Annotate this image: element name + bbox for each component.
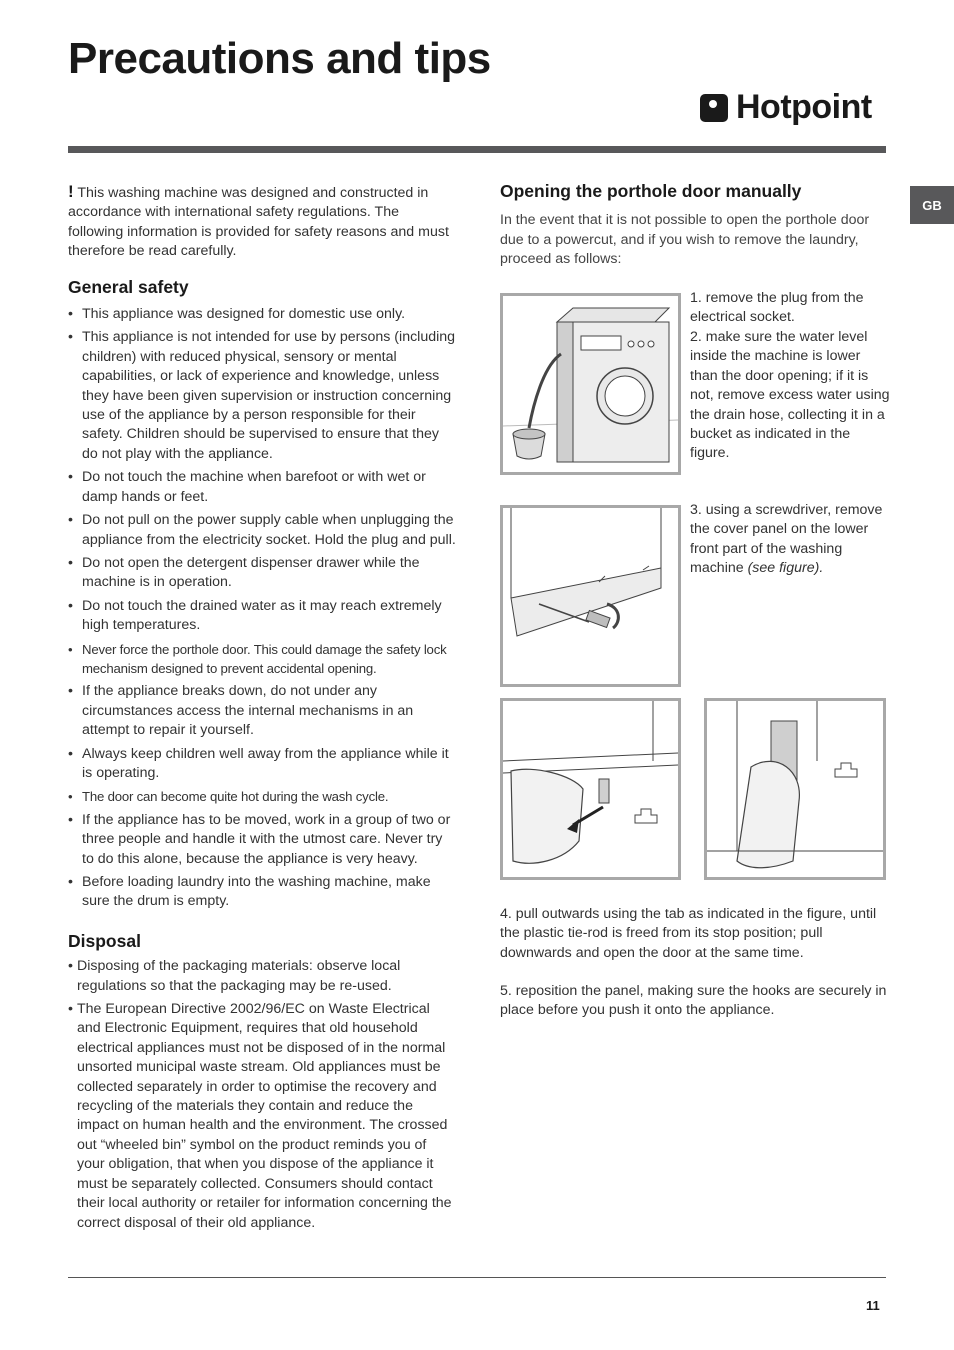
list-item: • This appliance was designed for domestic use only. [68, 305, 456, 324]
list-item: • Always keep children well away from the appliance while it is operating. [68, 745, 456, 784]
step-4: 4. pull outwards using the tab as indicated in the figure, until the plastic tie-rod is freed from its stop position; pull downwards and open the door at the same time. [500, 906, 877, 961]
list-item: • Do not touch the drained water as it may reach extremely high temperatures. [68, 597, 456, 636]
list-item: • Disposing of the packaging materials: observe local regulations so that the packaging may be re-used. [68, 957, 456, 996]
list-item: • If the appliance breaks down, do not under any circumstances access the internal mechanisms in an attempt to repair it yourself. [68, 682, 456, 740]
figure-tab-closeup [704, 698, 886, 880]
figure-remove-panel [500, 505, 681, 687]
page-title: Precautions and tips [68, 34, 491, 83]
list-item: • Do not touch the machine when barefoot or with wet or damp hands or feet. [68, 468, 456, 507]
brand-name: Hotpoint [736, 88, 872, 126]
list-item: • The European Directive 2002/96/EC on Waste Electrical and Electronic Equipment, requires that old household electrical appliances must not be disposed of in the normal unsorted municipal waste stream. Old appliances must be collected separately in order to optimise the recovery and recycling of the materials they contain and reduce the impact on human health and the environment. The crossed out “wheeled bin” symbol on the product reminds you of your obligation, that when you dispose of the appliance it must be separately collected. Consumers should contact their local authority or retailer for information concerning the correct disposal of their old appliance. [68, 1000, 456, 1233]
porthole-heading: Opening the porthole door manually [500, 181, 802, 201]
disposal-list [68, 957, 456, 1233]
list-item: • Do not pull on the power supply cable when unplugging the appliance from the electricity socket. Hold the plug and pull. [68, 511, 456, 550]
list-item: • If the appliance has to be moved, work in a group of two or three people and handle it with the utmost care. Never try to do this alone, because the appliance is very heavy. [68, 811, 456, 869]
list-item: • This appliance is not intended for use by persons (including children) with reduced physical, sensory or mental capabilities, or lack of experience and knowledge, unless they have been given supervision or instruction concerning use of the appliance by a person responsible for their safety. Children should be supervised to ensure that they do not play with the appliance. [68, 328, 456, 464]
step-3: 3. using a screwdriver, remove the cover panel on the lower front part of the washing machine (see figure). [690, 502, 883, 577]
step-2: 2. make sure the water level inside the machine is lower than the door opening; if it is not, remove excess water using the drain hose, collecting it in a bucket as indicated in the figure. [690, 329, 890, 462]
screwdriver-panel-illustration [503, 508, 678, 684]
right-column [500, 182, 890, 270]
list-item: • Before loading laundry into the washing machine, make sure the drum is empty. [68, 873, 456, 912]
logo-mark-icon [700, 94, 728, 122]
intro-text: This washing machine was designed and constructed in accordance with international safety regulations. The following information is provided for safety reasons and must therefore be read carefully. [68, 185, 449, 260]
disposal-heading: Disposal [68, 930, 141, 951]
page-number: 11 [866, 1298, 880, 1313]
porthole-intro: In the event that it is not possible to open the porthole door due to a powercut, and if you wish to remove the laundry, proceed as follows: [500, 212, 870, 268]
brand-logo [700, 88, 872, 127]
washing-machine-drain-illustration [503, 296, 678, 472]
header-rule [68, 146, 886, 153]
footer-rule [68, 1277, 886, 1278]
general-safety-list [68, 305, 456, 912]
intro-paragraph [68, 182, 456, 262]
step-5: 5. reposition the panel, making sure the hooks are securely in place before you push it onto the appliance. [500, 983, 887, 1019]
list-item: • Never force the porthole door. This could damage the safety lock mechanism designed to prevent accidental opening. [68, 640, 456, 679]
step-1: 1. remove the plug from the electrical socket. [690, 290, 864, 326]
see-figure-note: (see figure). [747, 560, 824, 577]
hand-pull-tab-illustration [503, 701, 678, 877]
figure-pull-tab [500, 698, 681, 880]
list-item: • Do not open the detergent dispenser drawer while the machine is in operation. [68, 554, 456, 593]
general-safety-heading: General safety [68, 276, 189, 297]
left-column [68, 182, 456, 1237]
figure-drain-hose [500, 293, 681, 475]
warning-mark: ! [68, 182, 74, 201]
language-tab: GB [910, 186, 954, 224]
hand-tab-closeup-illustration [707, 701, 883, 877]
list-item: • The door can become quite hot during the wash cycle. [68, 787, 456, 806]
